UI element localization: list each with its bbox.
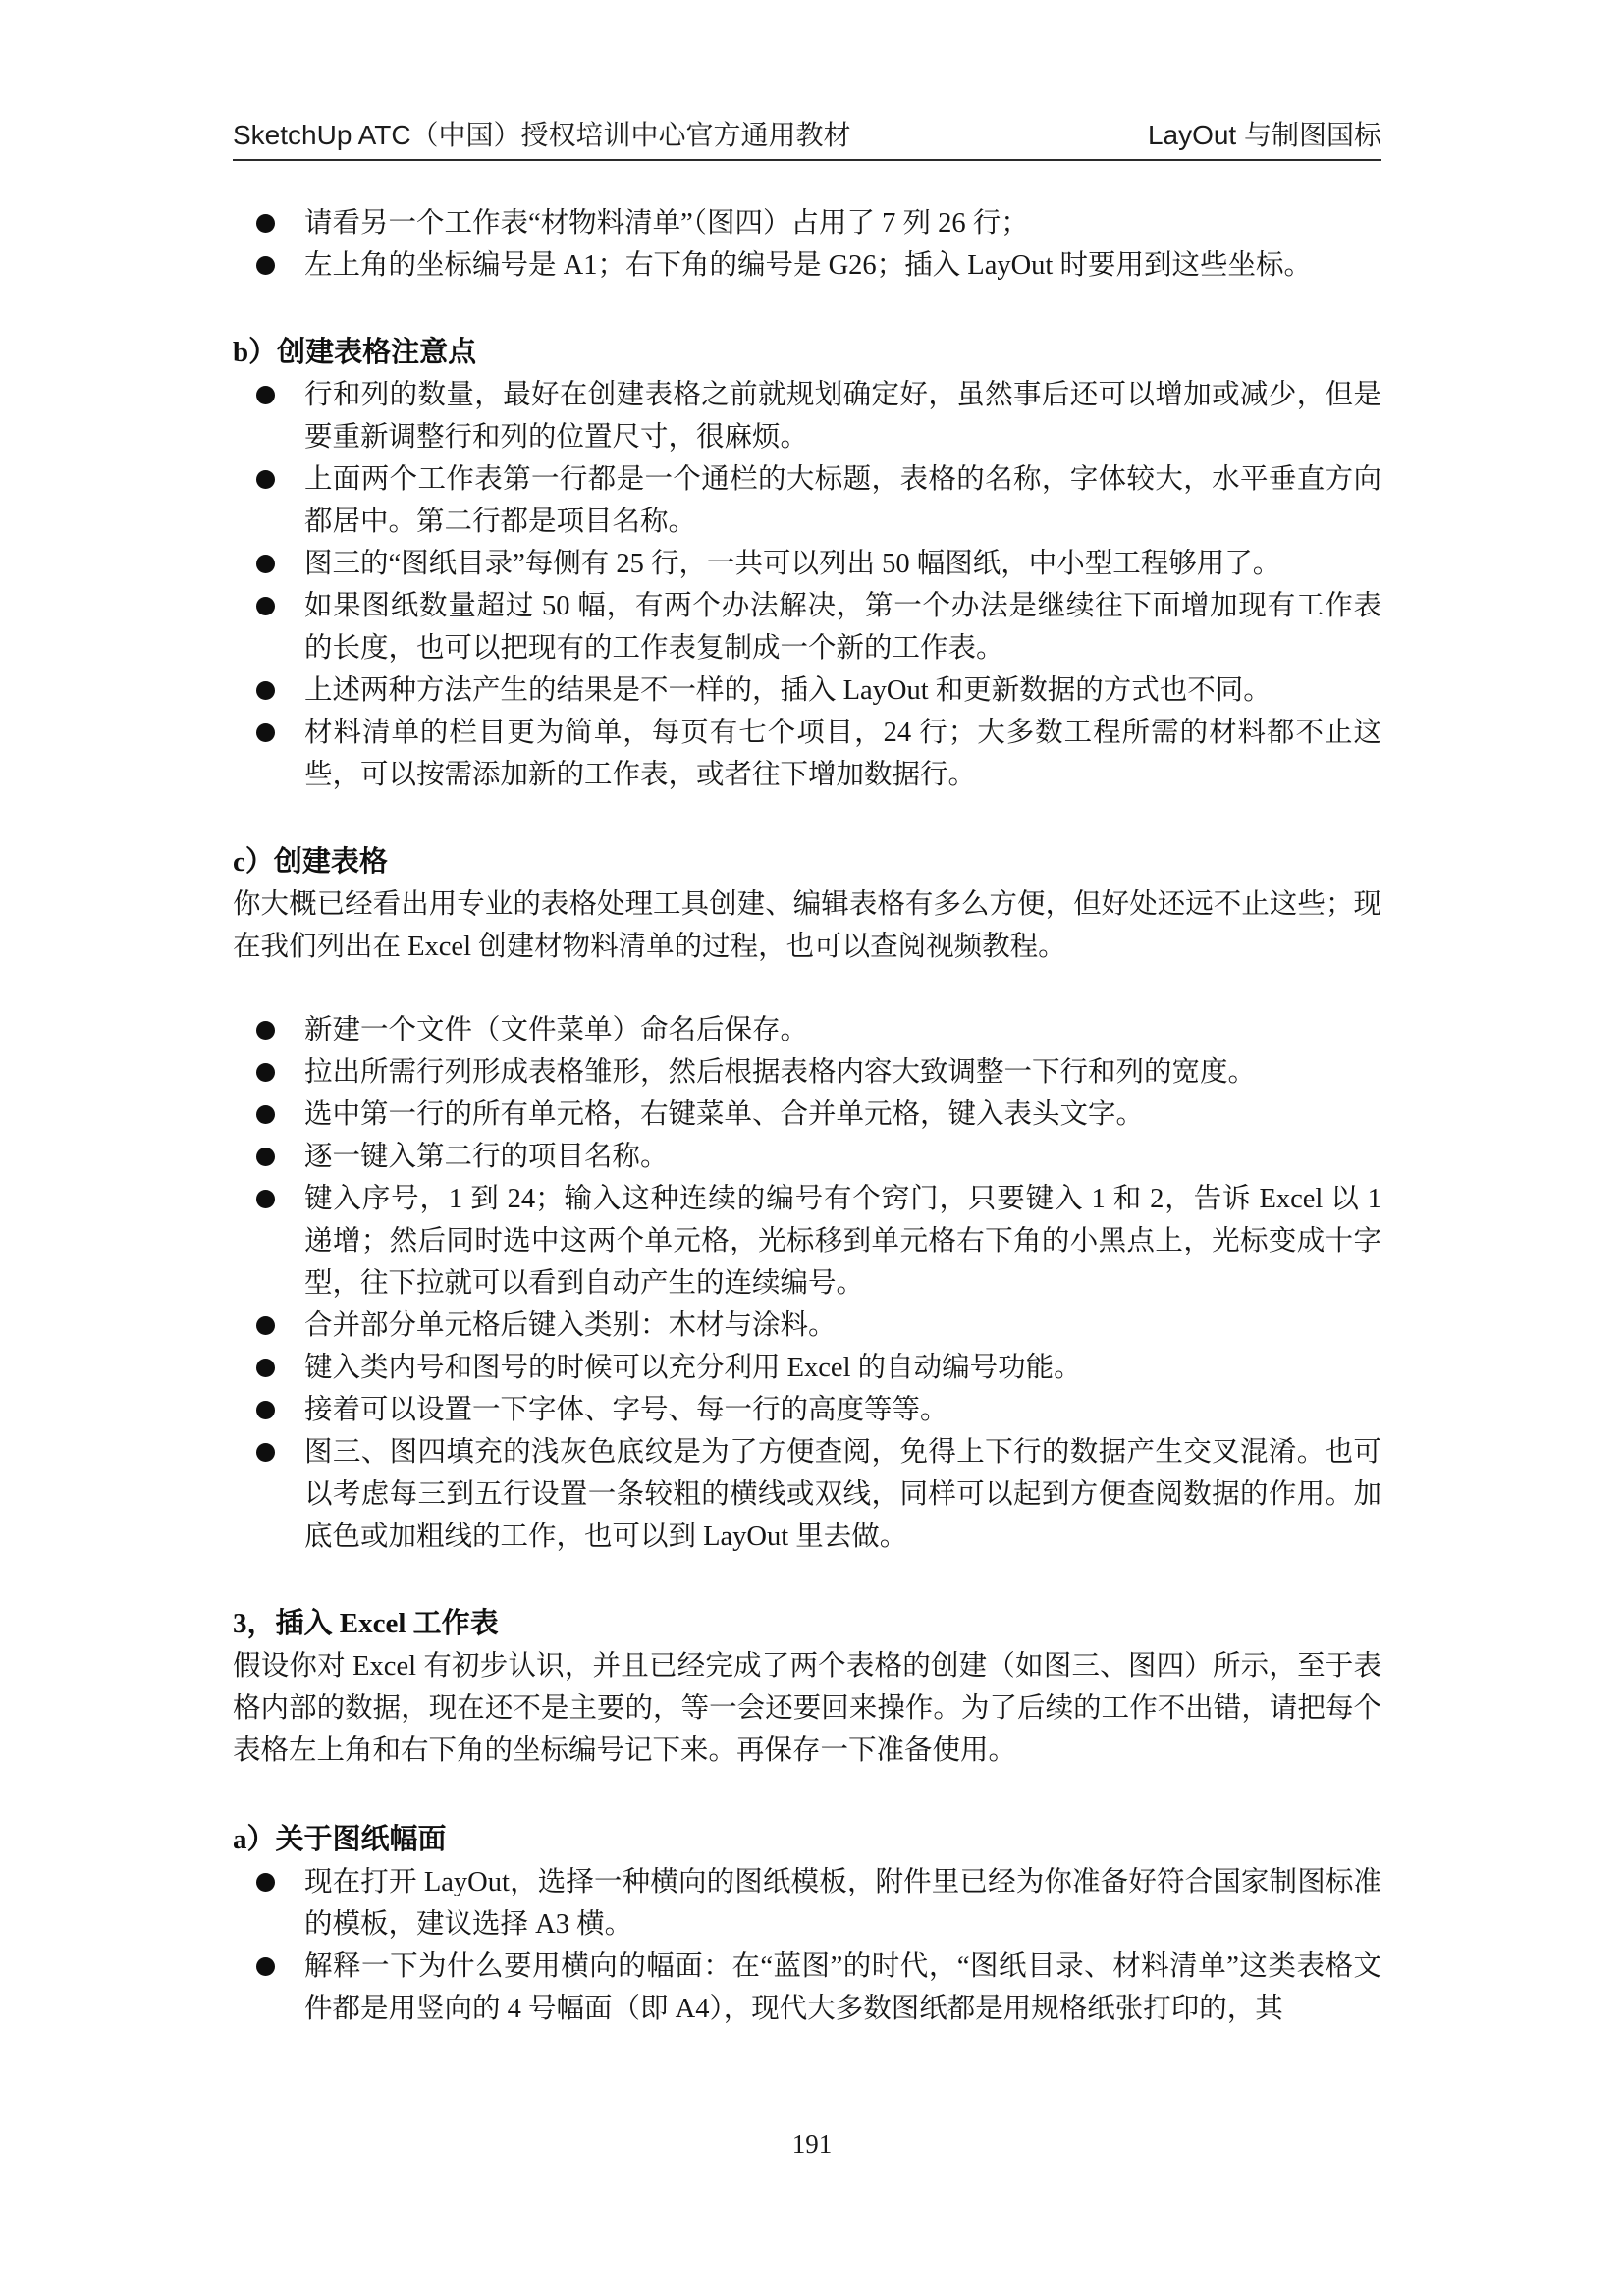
section-c-bullet-list [233,1009,1381,1558]
bullet-icon [256,1401,275,1419]
list-item [233,669,1381,712]
section-b-bullet-list [233,374,1381,796]
list-item [233,1009,1381,1051]
bullet-gutter [233,244,304,287]
page-header [233,0,1381,161]
bullet-gutter [233,669,304,712]
bullet-text: 请看另一个工作表“材物料清单”（图四）占用了 7 列 26 行； [304,208,1029,239]
bullet-icon [256,1105,275,1124]
list-item [233,1094,1381,1136]
bullet-gutter [233,202,304,244]
bullet-gutter [233,374,304,458]
bullet-text: 键入类内号和图号的时候可以充分利用 Excel 的自动编号功能。 [304,1353,1082,1383]
content-column [233,0,1381,2030]
bullet-gutter [233,1946,304,2030]
bullet-icon [256,1957,275,1976]
bullet-icon [256,256,275,275]
bullet-text: 上述两种方法产生的结果是不一样的，插入 LayOut 和更新数据的方式也不同。 [304,675,1272,706]
section-c-heading: c）创建表格 [233,846,388,878]
bullet-text: 解释一下为什么要用横向的幅面：在“蓝图”的时代，“图纸目录、材料清单”这类表格文件都是用竖向的 4 号幅面（即 A4），现代大多数图纸都是用规格纸张打印的，其 [304,1951,1381,2024]
intro-bullet-list [233,202,1381,287]
header-left-title: SketchUp ATC（中国）授权培训中心官方通用教材 [233,120,851,150]
bullet-gutter [233,1136,304,1178]
list-item [233,1861,1381,1946]
section-b-heading: b）创建表格注意点 [233,337,477,368]
list-item [233,585,1381,669]
header-right-title: LayOut 与制图国标 [1147,120,1381,150]
bullet-text: 新建一个文件（文件菜单）命名后保存。 [304,1015,809,1045]
bullet-gutter [233,1305,304,1347]
bullet-gutter [233,1009,304,1051]
bullet-icon [256,1063,275,1082]
bullet-gutter [233,1051,304,1094]
bullet-gutter [233,1178,304,1305]
bullet-text: 接着可以设置一下字体、字号、每一行的高度等等。 [304,1395,948,1425]
bullet-icon [256,386,275,404]
bullet-gutter [233,712,304,796]
bullet-icon [256,1359,275,1377]
list-item [233,458,1381,543]
list-item [233,1305,1381,1347]
bullet-text: 图三、图四填充的浅灰色底纹是为了方便查阅，免得上下行的数据产生交叉混淆。也可以考虑每三到五行设置一条较粗的横线或双线，同样可以起到方便查阅数据的作用。加底色或加粗线的工作，也可以到 LayOut 里去做。 [304,1437,1381,1552]
bullet-icon [256,681,275,700]
bullet-gutter [233,543,304,585]
bullet-icon [256,214,275,233]
bullet-icon [256,1873,275,1892]
page-number: 191 [791,2129,833,2159]
bullet-gutter [233,1094,304,1136]
bullet-text: 拉出所需行列形成表格雏形，然后根据表格内容大致调整一下行和列的宽度。 [304,1057,1257,1088]
bullet-text: 现在打开 LayOut，选择一种横向的图纸模板，附件里已经为你准备好符合国家制图标准的模板，建议选择 A3 横。 [304,1867,1381,1940]
section-3-paragraph: 假设你对 Excel 有初步认识，并且已经完成了两个表格的创建（如图三、图四）所示，至于表格内部的数据，现在还不是主要的，等一会还要回来操作。为了后续的工作不出错，请把每个表格左上角和右下角的坐标编号记下来。再保存一下准备使用。 [233,1651,1381,1766]
bullet-gutter [233,1861,304,1946]
bullet-gutter [233,585,304,669]
list-item [233,374,1381,458]
section-c-paragraph: 你大概已经看出用专业的表格处理工具创建、编辑表格有多么方便，但好处还远不止这些；现在我们列出在 Excel 创建材物料清单的过程，也可以查阅视频教程。 [233,889,1381,962]
bullet-icon [256,1316,275,1335]
list-item [233,1051,1381,1094]
bullet-icon [256,597,275,615]
list-item [233,1946,1381,2030]
list-item [233,1389,1381,1431]
list-item [233,1347,1381,1389]
bullet-text: 上面两个工作表第一行都是一个通栏的大标题，表格的名称，字体较大，水平垂直方向都居中。第二行都是项目名称。 [304,464,1381,537]
bullet-icon [256,723,275,742]
bullet-icon [256,1148,275,1166]
bullet-icon [256,1443,275,1462]
bullet-text: 行和列的数量，最好在创建表格之前就规划确定好，虽然事后还可以增加或减少，但是要重新调整行和列的位置尺寸，很麻烦。 [304,380,1381,453]
bullet-text: 键入序号，1 到 24；输入这种连续的编号有个窍门，只要键入 1 和 2，告诉 Excel 以 1 递增；然后同时选中这两个单元格，光标移到单元格右下角的小黑点上，光标变成十字型，往下拉就可以看到自动产生的连续编号。 [304,1184,1381,1299]
bullet-text: 如果图纸数量超过 50 幅，有两个办法解决，第一个办法是继续往下面增加现有工作表的长度，也可以把现有的工作表复制成一个新的工作表。 [304,591,1381,664]
list-item [233,244,1381,287]
bullet-text: 左上角的坐标编号是 A1；右下角的编号是 G26；插入 LayOut 时要用到这些坐标。 [304,250,1312,281]
list-item [233,1431,1381,1558]
bullet-gutter [233,1431,304,1558]
list-item [233,712,1381,796]
bullet-text: 材料清单的栏目更为简单，每页有七个项目，24 行；大多数工程所需的材料都不止这些，可以按需添加新的工作表，或者往下增加数据行。 [304,718,1381,790]
section-a-heading: a）关于图纸幅面 [233,1824,447,1855]
bullet-icon [256,1190,275,1208]
list-item [233,202,1381,244]
section-3-heading: 3，插入 Excel 工作表 [233,1608,499,1639]
bullet-gutter [233,1347,304,1389]
bullet-gutter [233,458,304,543]
bullet-icon [256,555,275,573]
list-item [233,1178,1381,1305]
bullet-text: 合并部分单元格后键入类别：木材与涂料。 [304,1310,837,1341]
bullet-icon [256,1021,275,1040]
bullet-icon [256,470,275,489]
list-item [233,543,1381,585]
list-item [233,1136,1381,1178]
bullet-text: 图三的“图纸目录”每侧有 25 行，一共可以列出 50 幅图纸，中小型工程够用了。 [304,549,1281,579]
section-a-bullet-list [233,1861,1381,2030]
bullet-text: 选中第一行的所有单元格，右键菜单、合并单元格，键入表头文字。 [304,1099,1145,1130]
bullet-gutter [233,1389,304,1431]
bullet-text: 逐一键入第二行的项目名称。 [304,1142,669,1172]
